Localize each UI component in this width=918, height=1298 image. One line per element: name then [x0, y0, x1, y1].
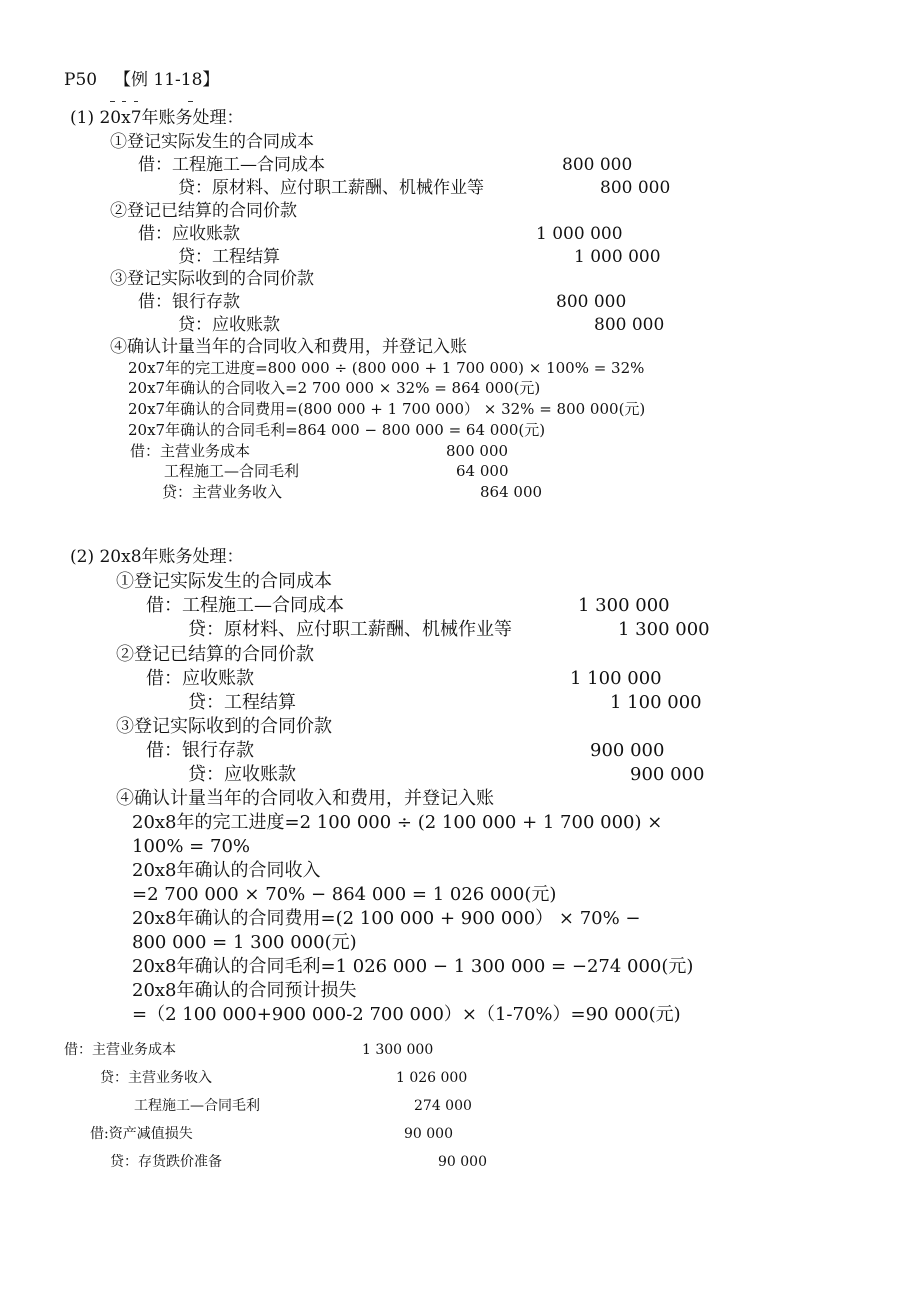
debit-entry: 借：银行存款: [146, 740, 254, 761]
debit-amount: 800 000: [556, 292, 627, 312]
journal-line: 借：主营业务成本: [130, 442, 251, 460]
debit-amount: 900 000: [590, 740, 665, 761]
formula-revenue-label: 20x8年确认的合同收入: [132, 860, 321, 881]
formula-progress: 20x7年的完工进度=800 000 ÷ (800 000 + 1 700 000) × 100% = 32%: [128, 359, 645, 377]
section-title-2017: (1) 20x7年账务处理：: [70, 108, 244, 128]
step-title: ④确认计量当年的合同收入和费用，并登记入账: [116, 788, 494, 809]
journal-amount: 864 000: [480, 483, 543, 501]
credit-amount: 800 000: [600, 178, 671, 198]
journal-amount: 90 000: [438, 1154, 487, 1170]
journal-line: 借：主营业务成本: [64, 1042, 176, 1058]
formula-loss: =（2 100 000+900 000-2 700 000）×（1-70%）=90 000(元): [132, 1004, 681, 1025]
step-title: ④确认计量当年的合同收入和费用，并登记入账: [110, 337, 467, 357]
journal-amount: 274 000: [414, 1098, 472, 1114]
credit-entry: 贷：工程结算: [188, 692, 296, 713]
debit-amount: 1 300 000: [578, 595, 670, 616]
journal-line: 贷：存货跌价准备: [110, 1154, 222, 1170]
step-title: ①登记实际发生的合同成本: [110, 132, 314, 152]
debit-entry: 借：银行存款: [138, 292, 240, 312]
journal-line: 借:资产减值损失: [90, 1126, 193, 1142]
journal-amount: 90 000: [404, 1126, 453, 1142]
step-title: ③登记实际收到的合同价款: [110, 269, 314, 289]
step-title: ①登记实际发生的合同成本: [116, 571, 332, 592]
journal-line: 工程施工—合同毛利: [134, 1098, 260, 1114]
credit-entry: 贷：原材料、应付职工薪酬、机械作业等: [188, 619, 512, 640]
artifact-dash: [188, 101, 193, 102]
journal-line: 贷：主营业务收入: [162, 483, 283, 501]
page-reference: P50: [64, 70, 98, 90]
credit-amount: 1 300 000: [618, 619, 710, 640]
formula-expense: 20x7年确认的合同费用=(800 000 + 1 700 000） × 32% = 800 000(元): [128, 400, 646, 418]
formula-revenue: =2 700 000 × 70% − 864 000 = 1 026 000(元): [132, 884, 557, 905]
credit-entry: 贷：应收账款: [188, 764, 296, 785]
formula-expense-cont: 800 000 = 1 300 000(元): [132, 932, 357, 953]
debit-entry: 借：工程施工—合同成本: [138, 155, 325, 175]
formula-margin: 20x7年确认的合同毛利=864 000 − 800 000 = 64 000(元): [128, 421, 546, 439]
journal-line: 工程施工—合同毛利: [164, 462, 300, 480]
formula-expense: 20x8年确认的合同费用=(2 100 000 + 900 000） × 70% −: [132, 908, 641, 929]
credit-entry: 贷：原材料、应付职工薪酬、机械作业等: [178, 178, 484, 198]
formula-progress-cont: 100% = 70%: [132, 836, 250, 857]
journal-amount: 1 026 000: [396, 1070, 468, 1086]
artifact-dash: [122, 101, 126, 102]
credit-entry: 贷：应收账款: [178, 315, 280, 335]
journal-amount: 800 000: [446, 442, 509, 460]
credit-amount: 1 100 000: [610, 692, 702, 713]
section-title-2018: (2) 20x8年账务处理：: [70, 547, 244, 567]
debit-amount: 800 000: [562, 155, 633, 175]
journal-amount: 64 000: [456, 462, 509, 480]
debit-amount: 1 100 000: [570, 668, 662, 689]
formula-loss-label: 20x8年确认的合同预计损失: [132, 980, 357, 1001]
formula-revenue: 20x7年确认的合同收入=2 700 000 × 32% = 864 000(元): [128, 379, 541, 397]
step-title: ③登记实际收到的合同价款: [116, 716, 332, 737]
debit-entry: 借：应收账款: [138, 224, 240, 244]
formula-progress: 20x8年的完工进度=2 100 000 ÷ (2 100 000 + 1 700 000) ×: [132, 812, 663, 833]
debit-amount: 1 000 000: [536, 224, 623, 244]
journal-amount: 1 300 000: [362, 1042, 434, 1058]
debit-entry: 借：工程施工—合同成本: [146, 595, 344, 616]
debit-entry: 借：应收账款: [146, 668, 254, 689]
credit-amount: 900 000: [630, 764, 705, 785]
credit-amount: 1 000 000: [574, 247, 661, 267]
step-title: ②登记已结算的合同价款: [110, 201, 297, 221]
journal-line: 贷：主营业务收入: [100, 1070, 212, 1086]
credit-amount: 800 000: [594, 315, 665, 335]
step-title: ②登记已结算的合同价款: [116, 644, 314, 665]
artifact-dash: [134, 101, 138, 102]
example-title: 【例 11-18】: [114, 70, 220, 90]
formula-margin: 20x8年确认的合同毛利=1 026 000 − 1 300 000 = −274 000(元): [132, 956, 694, 977]
credit-entry: 贷：工程结算: [178, 247, 280, 267]
artifact-dash: [110, 101, 115, 102]
